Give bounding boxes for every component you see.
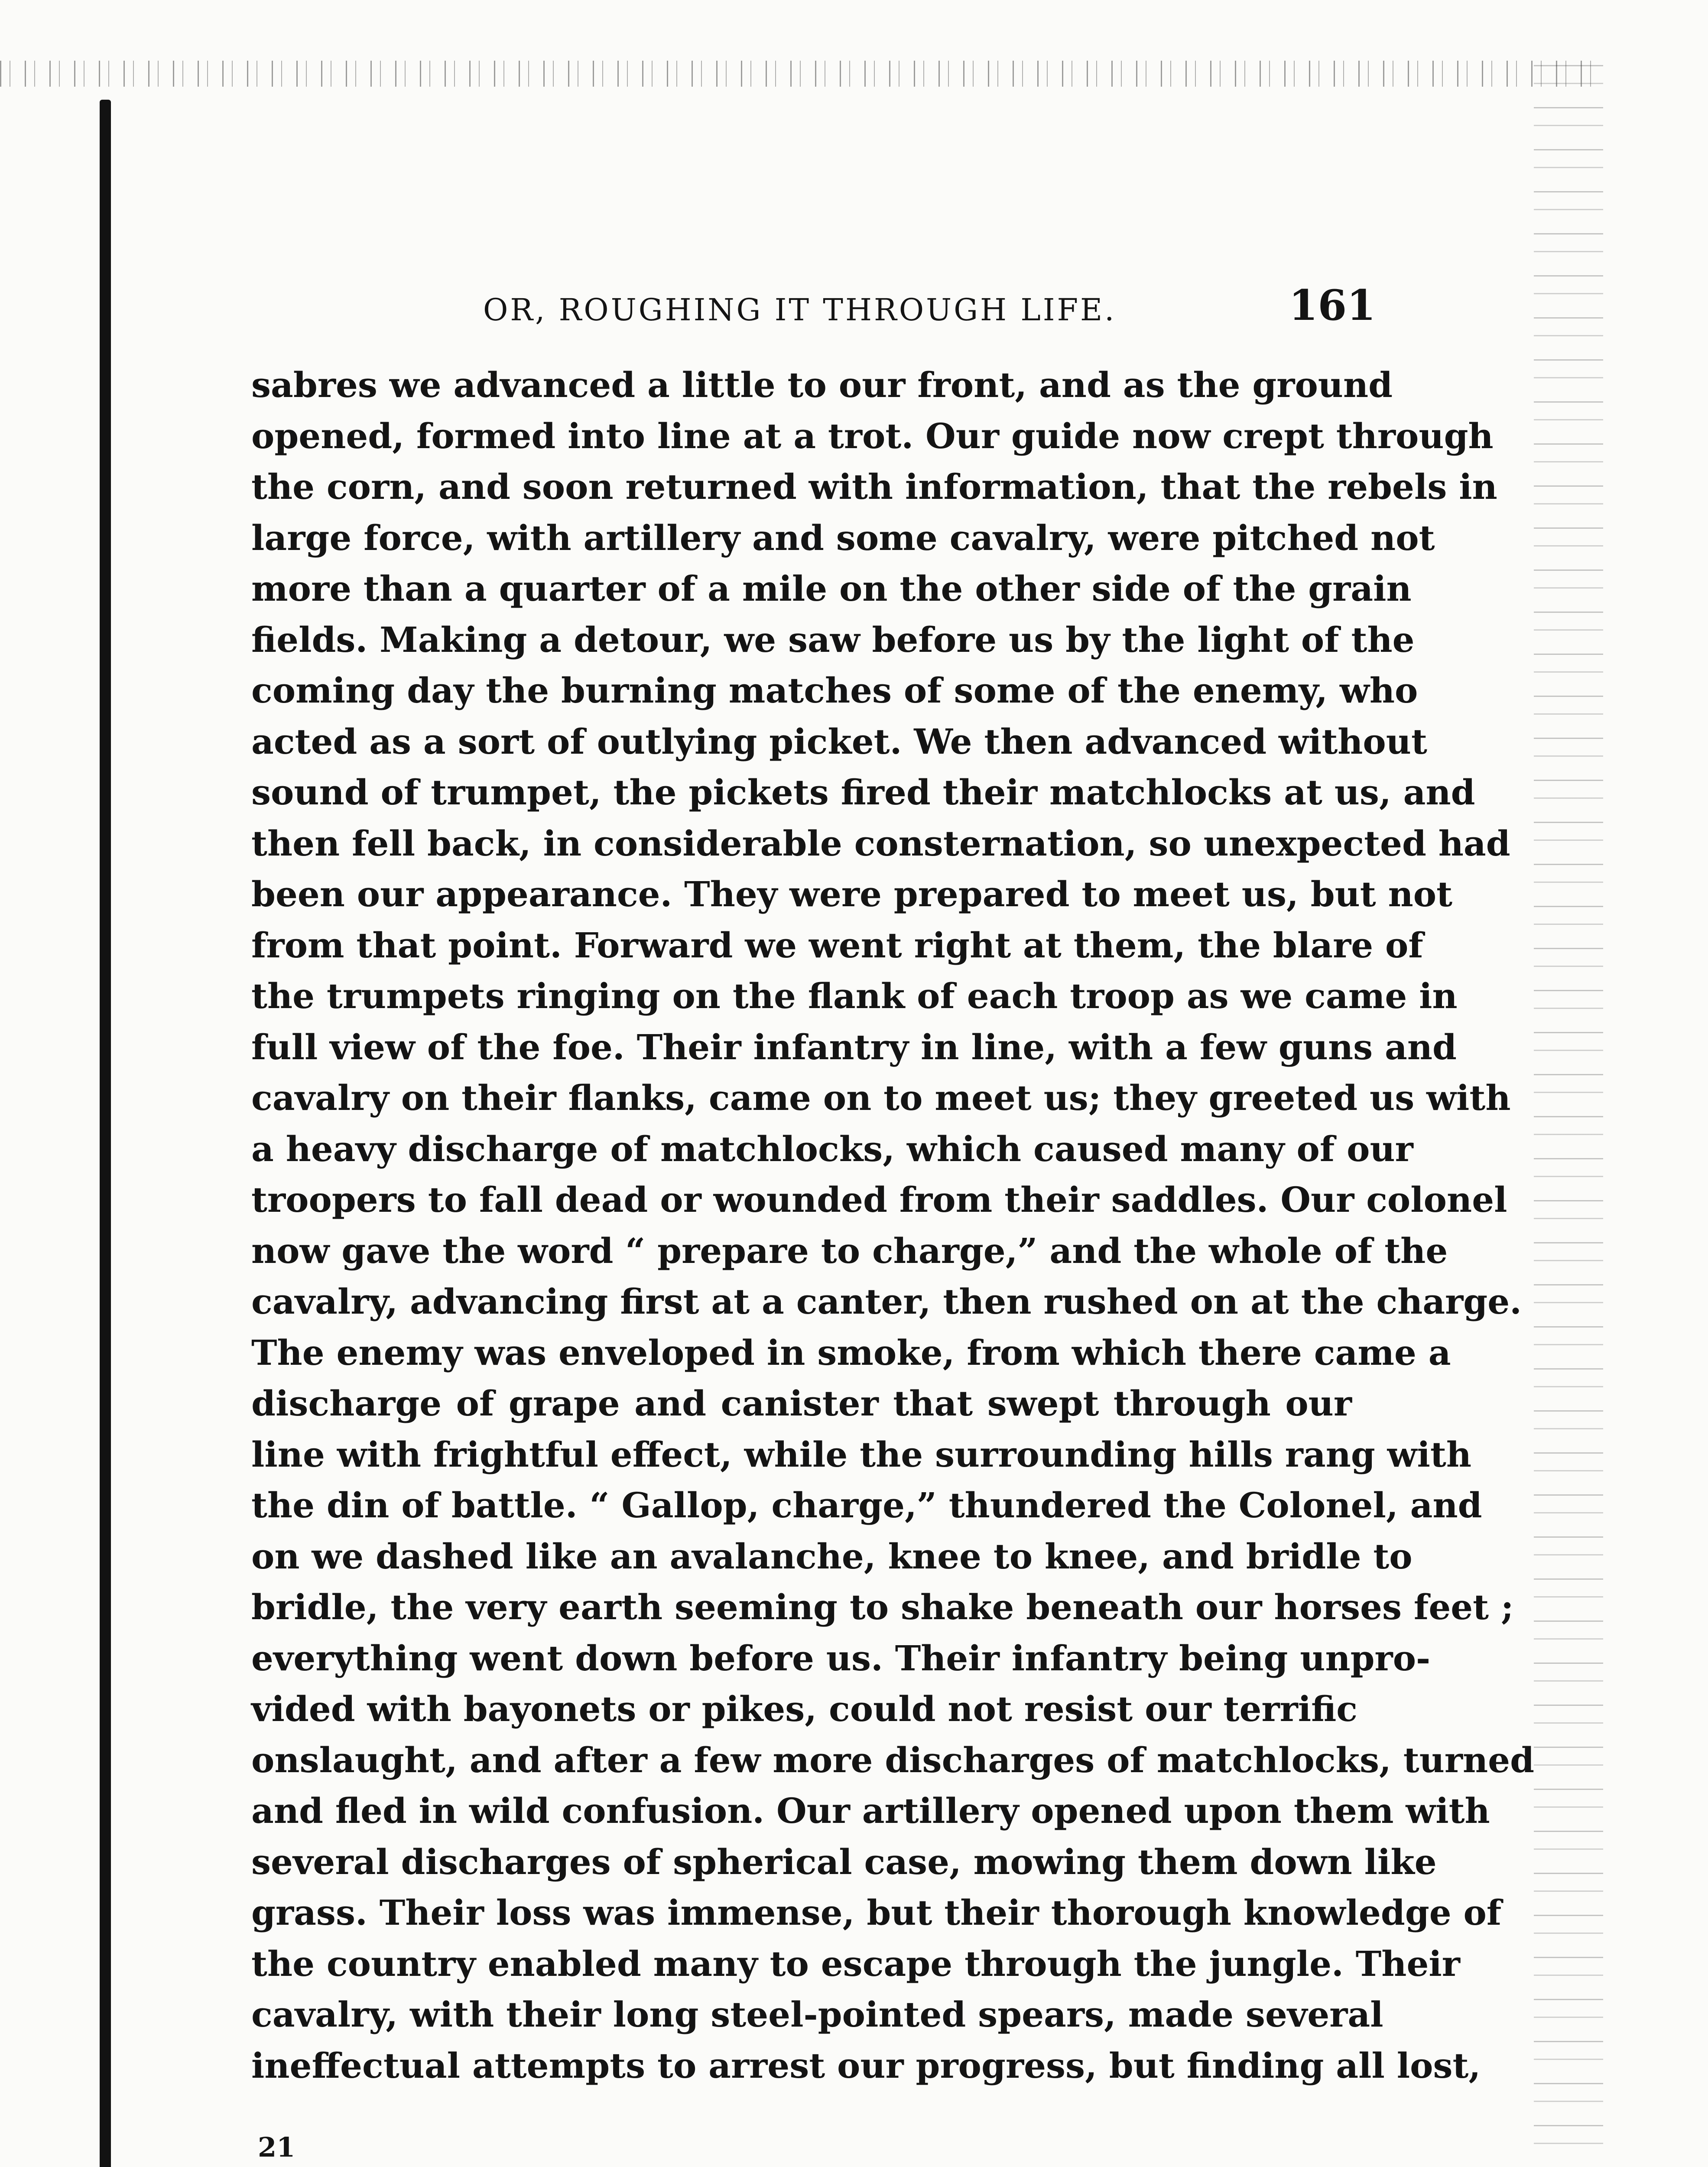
text-line: coming day the burning matches of some of the enemy, who: [251, 670, 1418, 711]
text-line: the corn, and soon returned with information, that the rebels in: [251, 466, 1497, 507]
text-line: fields. Making a detour, we saw before us by the light of the: [251, 619, 1415, 660]
text-line: cavalry on their flanks, came on to meet us; they greeted us with: [251, 1077, 1511, 1118]
text-line: from that point. Forward we went right at them, the blare of: [251, 924, 1423, 966]
text-line: line with frightful effect, while the surrounding hills rang with: [251, 1434, 1472, 1475]
text-line: The enemy was enveloped in smoke, from which there came a: [251, 1332, 1451, 1373]
text-line: bridle, the very earth seeming to shake beneath our horses feet ;: [251, 1587, 1514, 1627]
text-line: cavalry, with their long steel-pointed spears, made several: [251, 1994, 1383, 2035]
text-line: sound of trumpet, the pickets fired their matchlocks at us, and: [251, 772, 1475, 813]
text-line: on we dashed like an avalanche, knee to knee, and bridle to: [251, 1536, 1413, 1577]
text-line: the trumpets ringing on the flank of each troop as we came in: [251, 976, 1458, 1016]
scan-edge-right: [1534, 65, 1603, 2167]
text-line: more than a quarter of a mile on the other side of the grain: [251, 568, 1412, 609]
text-line: discharge of grape and canister that swept through our: [251, 1383, 1352, 1424]
text-line: large force, with artillery and some cavalry, were pitched not: [251, 517, 1435, 558]
book-spine-shadow: [100, 100, 111, 2167]
text-line: opened, formed into line at a trot. Our guide now crept through: [251, 415, 1494, 456]
text-line: troopers to fall dead or wounded from their saddles. Our colonel: [251, 1179, 1507, 1220]
scan-edge-top: [0, 61, 1603, 87]
text-line: ineffectual attempts to arrest our progress, but finding all lost,: [251, 2045, 1481, 2086]
text-line: a heavy discharge of matchlocks, which caused many of our: [251, 1128, 1413, 1169]
running-head: OR, ROUGHING IT THROUGH LIFE.: [483, 292, 1117, 328]
text-line: sabres we advanced a little to our front, and as the ground: [251, 364, 1393, 405]
text-line: grass. Their loss was immense, but their thorough knowledge of: [251, 1892, 1502, 1933]
page-number: 161: [1289, 281, 1376, 330]
signature-mark: 21: [258, 2131, 295, 2163]
body-text: [251, 360, 1535, 2111]
text-line: vided with bayonets or pikes, could not resist our terrific: [251, 1689, 1358, 1729]
text-line: onslaught, and after a few more discharges of matchlocks, turned: [251, 1739, 1535, 1780]
text-line: the din of battle. “ Gallop, charge,” thundered the Colonel, and: [251, 1485, 1482, 1526]
text-line: acted as a sort of outlying picket. We then advanced without: [251, 721, 1427, 762]
text-line: everything went down before us. Their infantry being unpro-: [251, 1637, 1431, 1679]
text-line: cavalry, advancing first at a canter, then rushed on at the charge.: [251, 1281, 1522, 1322]
text-line: the country enabled many to escape through the jungle. Their: [251, 1943, 1460, 1984]
text-line: several discharges of spherical case, mowing them down like: [251, 1841, 1437, 1882]
text-line: been our appearance. They were prepared to meet us, but not: [251, 874, 1453, 914]
text-line: now gave the word “ prepare to charge,” and the whole of the: [251, 1230, 1448, 1271]
text-line: and fled in wild confusion. Our artillery opened upon them with: [251, 1790, 1490, 1831]
text-line: then fell back, in considerable consternation, so unexpected had: [251, 823, 1510, 864]
text-line: full view of the foe. Their infantry in line, with a few guns and: [251, 1026, 1457, 1067]
